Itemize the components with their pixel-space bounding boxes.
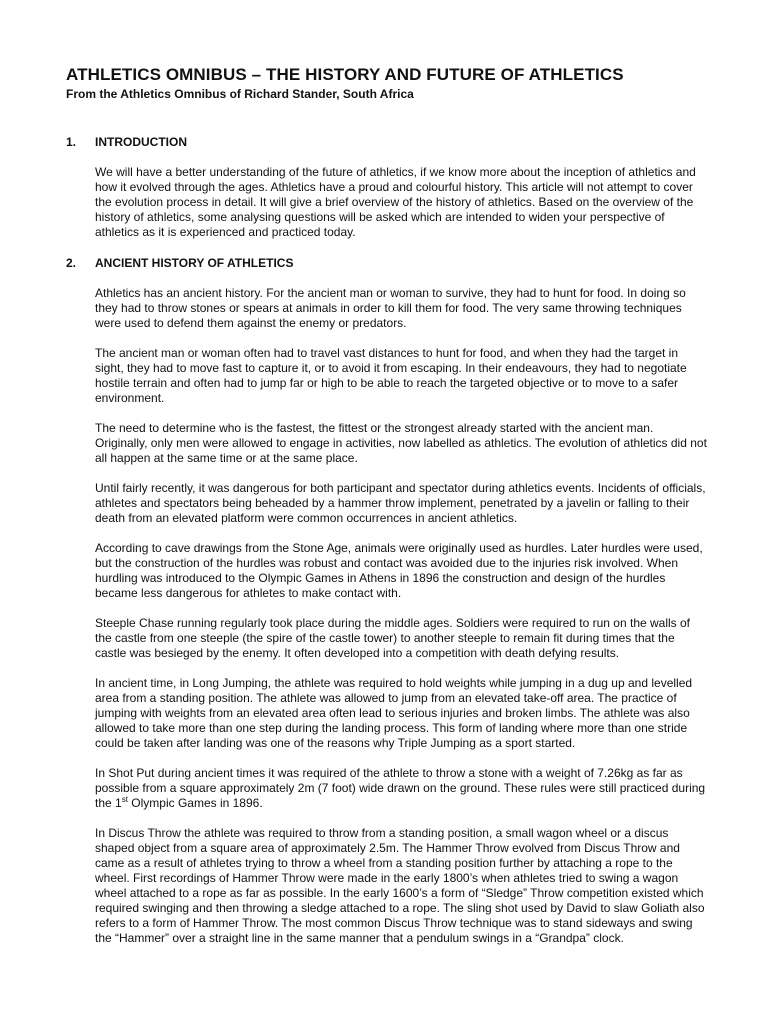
- paragraph-shot-put: [95, 766, 707, 811]
- paragraph: In ancient time, in Long Jumping, the athlete was required to hold weights while jumping in a dug up and levelled area from a standing position. The athlete was allowed to jump from an elevated take-off area. The practice of jumping with weights from an elevated area often lead to serious injuries and broken limbs. The athlete was also allowed to take more than one step during the landing process. This form of landing where more than one stride could be taken after landing was one of the reasons why Triple Jumping as a sport started.: [95, 676, 693, 750]
- section-title: INTRODUCTION: [95, 135, 187, 149]
- section-introduction: [66, 134, 716, 240]
- section-number: 2.: [66, 256, 77, 270]
- section-heading: [66, 255, 716, 271]
- paragraph-discus: In Discus Throw the athlete was required to throw from a standing position, a small wagon wheel or a discus shaped object from a square area of approximately 2.5m. The Hammer Throw evolved from Discus Throw and came as a result of athletes trying to throw a wheel from a standing position further by attaching a rope to the wheel. First recordings of Hammer Throw were made in the early 1800’s when athletes tried to swing a wagon wheel attached to a rope as far as possible. In the early 1600’s a form of “Sledge” Throw competition existed which required swinging and then throwing a sledge attached to a rope. The sling shot used by David to slaw Goliath also refers to a form of Hammer Throw. The most common Discus Throw technique was to stand sideways and swing the “Hammer” over a straight line in the same manner that a pendulum swings in a “Grandpa” clock.: [95, 826, 705, 945]
- document-page: [66, 64, 716, 946]
- section-heading: [66, 134, 716, 150]
- document-subtitle: From the Athletics Omnibus of Richard Stander, South Africa: [66, 87, 414, 101]
- paragraph: According to cave drawings from the Stone Age, animals were originally used as hurdles. Later hurdles were used, but the construction of the hurdles was robust and contact was avoided due to the injuries risk involved. When hurdling was introduced to the Olympic Games in Athens in 1896 the construction and design of the hurdles became less dangerous for athletes to make contact with.: [95, 541, 703, 600]
- section-number: 1.: [66, 135, 77, 149]
- paragraph: Athletics has an ancient history. For the ancient man or woman to survive, they had to hunt for food. In doing so they had to throw stones or spears at animals in order to kill them for food. The very same throwing techniques were used to defend them against the enemy or predators.: [95, 286, 686, 330]
- paragraph: Steeple Chase running regularly took place during the middle ages. Soldiers were required to run on the walls of the castle from one steeple (the spire of the castle tower) to another steeple to remain fit during times that the castle was besieged by the enemy. It often developed into a competition with death defying results.: [95, 616, 691, 660]
- shot-put-text-end: Olympic Games in 1896.: [127, 796, 263, 810]
- document-title: ATHLETICS OMNIBUS – THE HISTORY AND FUTURE OF ATHLETICS: [66, 65, 624, 84]
- shot-put-text: In Shot Put during ancient times it was required of the athlete to throw a stone with a weight of 7.26kg as far as possible from a square approximately 2m (7 foot) wide drawn on the ground. These rules were still practiced during the 1: [95, 766, 706, 810]
- section-ancient-history: [66, 255, 716, 946]
- ordinal-suffix: st: [121, 795, 128, 804]
- paragraph: We will have a better understanding of the future of athletics, if we know more about the inception of athletics and how it evolved through the ages. Athletics have a proud and colourful history. This article will not attempt to cover the evolution process in detail. It will give a brief overview of the history of athletics. Based on the overview of the history of athletics, some analysing questions will be asked which are intended to widen your perspective of athletics as it is experienced and practiced today.: [95, 165, 696, 239]
- paragraph: Until fairly recently, it was dangerous for both participant and spectator during athletics events. Incidents of officials, athletes and spectators being beheaded by a hammer throw implement, penetrated by a javelin or falling to their death from an elevated platform were common occurrences in ancient athletics.: [95, 481, 706, 525]
- section-title: ANCIENT HISTORY OF ATHLETICS: [95, 256, 294, 270]
- paragraph: The ancient man or woman often had to travel vast distances to hunt for food, and when they had the target in sight, they had to move fast to capture it, or to avoid it from escaping. In their endeavours, they had to negotiate hostile terrain and often had to jump far or high to be able to reach the targeted objective or to move to a safer environment.: [95, 346, 687, 405]
- paragraph: The need to determine who is the fastest, the fittest or the strongest already started with the ancient man. Originally, only men were allowed to engage in activities, now labelled as athletics. The evolution of athletics did not all happen at the same time or at the same place.: [95, 421, 707, 465]
